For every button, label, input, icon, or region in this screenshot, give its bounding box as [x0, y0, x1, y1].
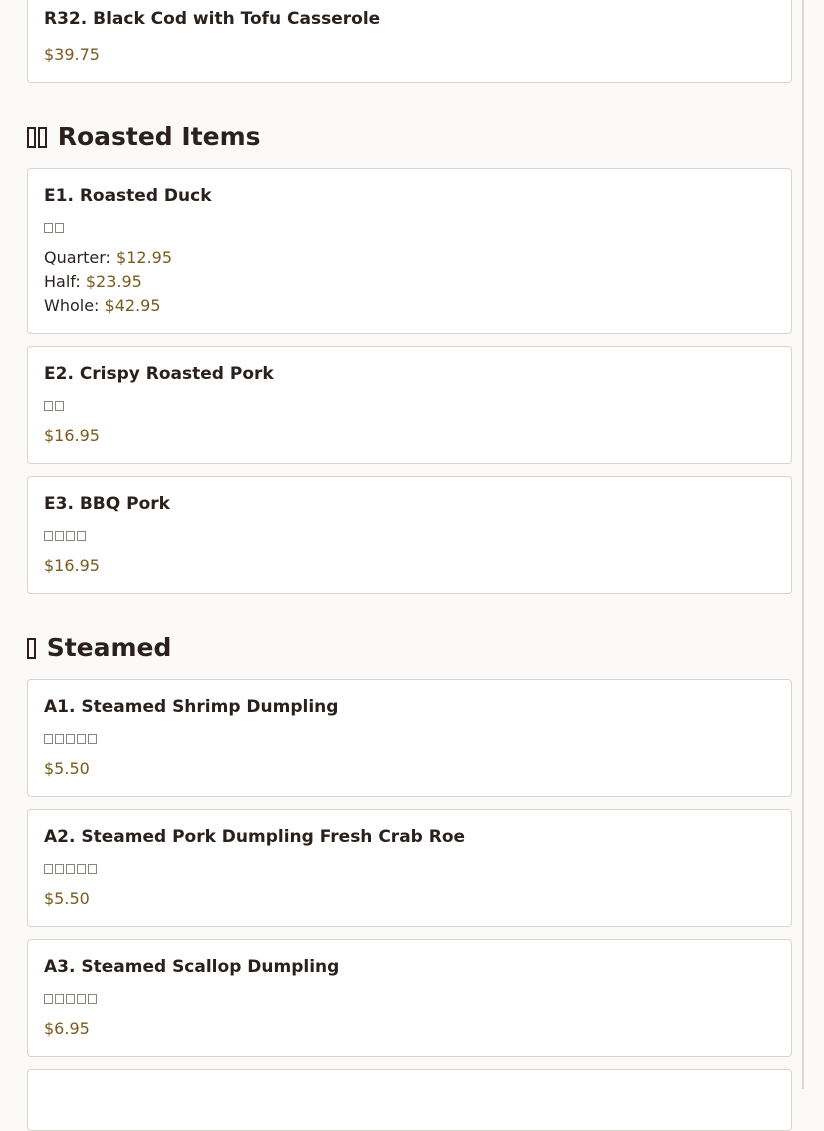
item-title: E2. Crispy Roasted Pork	[44, 364, 274, 384]
menu-item-card[interactable]	[27, 809, 792, 927]
section-heading-steamed: Steamed	[27, 633, 171, 662]
item-chinese-name-glyphs	[44, 992, 99, 1008]
menu-item-card[interactable]	[27, 168, 792, 334]
item-title: R32. Black Cod with Tofu Casserole	[44, 9, 381, 29]
scrollbar-track[interactable]	[802, 0, 804, 1089]
item-price: $39.75	[44, 45, 100, 64]
menu-item-card[interactable]	[27, 939, 792, 1057]
item-price: $5.50	[44, 759, 90, 778]
price-row-whole: Whole: $42.95	[44, 296, 161, 315]
steamed-emoji-icon	[27, 633, 38, 662]
item-chinese-name-glyphs	[44, 732, 99, 748]
roast-emoji-icon	[27, 122, 49, 151]
item-price: $6.95	[44, 1019, 90, 1038]
item-price: $16.95	[44, 556, 100, 575]
item-price: $16.95	[44, 426, 100, 445]
section-heading-roasted: Roasted Items	[27, 122, 261, 151]
price-row-quarter: Quarter: $12.95	[44, 248, 172, 267]
item-title: E1. Roasted Duck	[44, 186, 212, 206]
item-chinese-name-glyphs	[44, 862, 99, 878]
menu-item-card[interactable]	[27, 0, 792, 83]
item-title: A3. Steamed Scallop Dumpling	[44, 957, 340, 977]
item-title: A1. Steamed Shrimp Dumpling	[44, 697, 339, 717]
menu-item-card[interactable]	[27, 679, 792, 797]
item-title: A2. Steamed Pork Dumpling Fresh Crab Roe	[44, 827, 466, 847]
item-price: $5.50	[44, 889, 90, 908]
item-chinese-name-glyphs	[44, 399, 66, 415]
item-chinese-name-glyphs	[44, 529, 88, 545]
menu-item-card[interactable]	[27, 476, 792, 594]
item-chinese-name-glyphs	[44, 221, 66, 237]
price-row-half: Half: $23.95	[44, 272, 142, 291]
menu-item-card[interactable]	[27, 346, 792, 464]
menu-item-card[interactable]	[27, 1069, 792, 1131]
item-title: E3. BBQ Pork	[44, 494, 170, 514]
